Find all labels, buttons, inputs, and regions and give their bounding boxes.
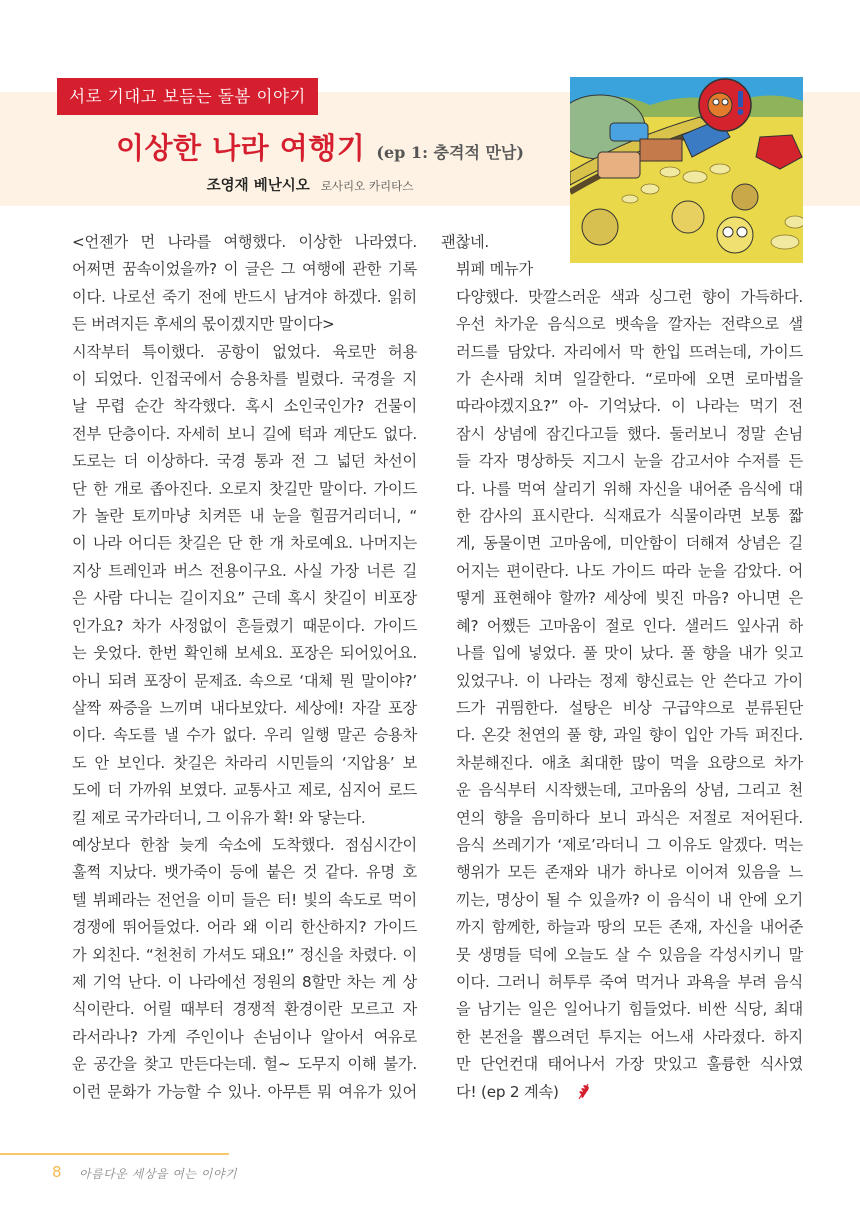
text-line: 있었구나. 이 나라는 정제 향신료는 안 쓴다고 가이 [456,671,803,690]
article-title-row [0,126,640,167]
paragraph [57,832,417,1106]
text-line: 이다. 그러니 허투루 죽여 먹거나 과욕을 부려 음식 [456,972,803,991]
text-line: 이런 문화가 가능할 수 있나. 아무튼 뭐 여유가 있어 [72,1082,417,1101]
text-line: 이다. 속도를 낼 수가 없다. 우리 일행 말곤 승용차 [72,726,417,745]
text-line: 는 웃었다. 한번 확인해 보세요. 포장은 되어있어요. [72,644,417,663]
text-line: 까지 함께한, 하늘과 땅의 모든 존재, 자신을 내어준 [456,918,803,937]
text-line: 단 한 개로 좁아진다. 오로지 찻길만 말이다. 가이드 [72,479,417,498]
text-line: 다양했다. 맛깔스러운 색과 싱그런 향이 가득하다. [456,287,803,306]
text-line: 제 기억 난다. 이 나라에선 정원의 8할만 차는 게 상 [72,972,417,991]
text-line: 다. 나를 먹여 살리기 위해 자신을 내어준 음식에 대 [456,479,803,498]
text-line: 도 안 보인다. 찻길은 차라리 시민들의 ‘지압용’ 보 [72,753,417,772]
text-line: 차분해진다. 애초 최대한 많이 먹을 요량으로 차가 [456,753,803,772]
paragraph [57,229,417,339]
author-org: 로사리오 카리타스 [320,179,414,193]
text-line: 가 놀란 토끼마냥 치켜뜬 내 눈을 힐끔거리더니, “ [72,507,417,526]
text-line: 도에 더 가까워 보였다. 교통사고 제로, 심지어 로드 [72,781,417,800]
text-line: 한 본전을 뽑으려던 투지는 어느새 사라졌다. 하지 [456,1027,803,1046]
text-line: 떻게 표현해야 할까? 세상에 빚진 마음? 아니면 은 [456,589,803,608]
text-line: 킬 제로 국가라더니, 그 이유가 확! 와 닿는다. [72,808,366,827]
article-title: 이상한 나라 여행기 [116,131,366,165]
text-line: 텔 뷔페라는 전언을 이미 들은 터! 빛의 속도로 먹이 [72,890,417,909]
text-line: 아니 되려 포장이 문제죠. 속으로 ‘대체 뭔 말이야?’ [72,671,417,690]
text-line: 행위가 모든 존재와 내가 하나로 이어져 있음을 느 [456,863,803,882]
text-line: 라서라나? 가게 주인이나 손님이나 알아서 여유로 [72,1027,417,1046]
publication-title: 아름다운 세상을 여는 이야기 [79,1167,238,1181]
text-line: 시작부터 특이했다. 공항이 없었다. 육로만 허용 [72,342,417,361]
paragraph [57,339,417,832]
byline [0,174,620,195]
text-line: 든 버려지든 후세의 몫이겠지만 말이다> [72,315,335,334]
wheat-leaf-icon [562,1082,576,1100]
page-number: 8 [52,1163,62,1181]
text-line: 연의 향을 음미하다 보니 과식은 저절로 저어된다. [456,808,803,827]
text-line: 경쟁에 뛰어들었다. 어라 왜 이리 한산하지? 가이드 [72,918,417,937]
article-column-left [57,229,417,1106]
text-line: 이 되었다. 인접국에서 승용차를 빌렸다. 국경을 지 [72,370,417,389]
text-line: 끼는, 명상이 될 수 있을까? 이 음식이 내 안에 오기 [456,890,803,909]
text-line: 어지는 편이란다. 나도 가이드 따라 눈을 감았다. 어 [456,561,803,580]
text-line: 운 공간을 찾고 만든다는데. 헐~ 도무지 이해 불가. [72,1055,417,1074]
text-line: 뷔페 메뉴가 [456,260,533,279]
text-line: 게, 동물이면 고마움에, 미안함이 더해져 상념은 길 [456,534,803,553]
text-line: 운 음식부터 시작했는데, 고마움의 상념, 그리고 천 [456,781,803,800]
text-line: 가 손사래 치며 일갈한다. “로마에 오면 로마법을 [456,370,803,389]
text-line: 우선 차가운 음식으로 뱃속을 깔자는 전략으로 샐 [456,315,803,334]
paragraph [441,229,803,256]
text-line: 다. 온갖 천연의 풀 향, 과일 향이 입안 가득 퍼진다. [456,726,803,745]
text-line: 잠시 상념에 잠긴다고들 했다. 둘러보니 정말 손님 [456,424,803,443]
text-line: 은 사람 다니는 길이지요” 근데 혹시 찻길이 비포장 [72,589,417,608]
closing-text: 다! (ep 2 계속) [456,1082,559,1101]
text-line: 음식 쓰레기가 ‘제로’라더니 그 이유도 알겠다. 먹는 [456,835,803,854]
text-line: 들 각자 명상하듯 지그시 눈을 감고서야 수저를 든 [456,452,803,471]
text-line: 전부 단층이다. 자세히 보니 길에 턱과 계단도 없다. [72,424,417,443]
paragraph [441,256,803,1106]
text-line: 뭇 생명들 덕에 오늘도 살 수 있음을 각성시키니 말 [456,945,803,964]
text-line: <언젠가 먼 나라를 여행했다. 이상한 나라였다. [72,233,417,251]
text-line: 인가요? 차가 사정없이 흔들렸기 때문이다. 가이드 [72,616,417,635]
text-line: 이다. 나로선 죽기 전에 반드시 남겨야 하겠다. 읽히 [72,287,417,306]
text-line: 훌쩍 지났다. 뱃가죽이 등에 붙은 것 같다. 유명 호 [72,863,417,882]
author-name: 조영재 베난시오 [206,178,310,194]
text-line: 따라야겠지요?” 아- 기억났다. 이 나라는 먹기 전 [456,397,803,416]
text-line: 나를 입에 넣었다. 풀 맛이 났다. 풀 향을 내가 잊고 [456,644,803,663]
text-line [441,1079,803,1106]
text-line: 이 나라 어디든 찻길은 단 한 개 차로예요. 나머지는 [72,534,417,553]
article-subtitle: (ep 1: 충격적 만남) [376,143,524,162]
text-line: 예상보다 한참 늦게 숙소에 도착했다. 점심시간이 [72,835,417,854]
text-line: 가 외친다. “천천히 가셔도 돼요!” 정신을 차렸다. 이 [72,945,417,964]
article-column-right [441,229,803,1106]
text-line: 어쩌면 꿈속이었을까? 이 글은 그 여행에 관한 기록 [72,260,417,279]
text-line: 도로는 더 이상하다. 국경 통과 전 그 넓던 차선이 [72,452,417,471]
text-line: 러드를 담았다. 자리에서 막 한입 뜨려는데, 가이드 [456,342,803,361]
text-line: 혜? 어쨌든 고마움이 절로 인다. 샐러드 잎사귀 하 [456,616,803,635]
footer-rule [0,1153,229,1155]
text-line: 한 감사의 표시란다. 식재료가 식물이라면 보통 짧 [456,507,803,526]
series-label: 서로 기대고 보듬는 돌봄 이야기 [57,78,318,115]
text-line: 살짝 짜증을 느끼며 내다보았다. 세상에! 자갈 포장 [72,698,417,717]
text-line: 날 무렵 순간 착각했다. 혹시 소인국인가? 건물이 [72,397,417,416]
text-line: 식이란다. 어릴 때부터 경쟁적 환경이란 모르고 자 [72,1000,417,1019]
text-line: 을 남기는 일은 일어나기 힘들었다. 비싼 식당, 최대 [456,1000,803,1019]
text-line: 드가 귀띔한다. 설탕은 비상 구급약으로 분류된단 [456,698,803,717]
text-line: 만 단언컨대 태어나서 가장 맛있고 훌륭한 식사였 [456,1055,803,1074]
text-line: 지상 트레인과 버스 전용이구요. 사실 가장 너른 길 [72,561,417,580]
text-line: 괜찮네. [441,233,490,251]
